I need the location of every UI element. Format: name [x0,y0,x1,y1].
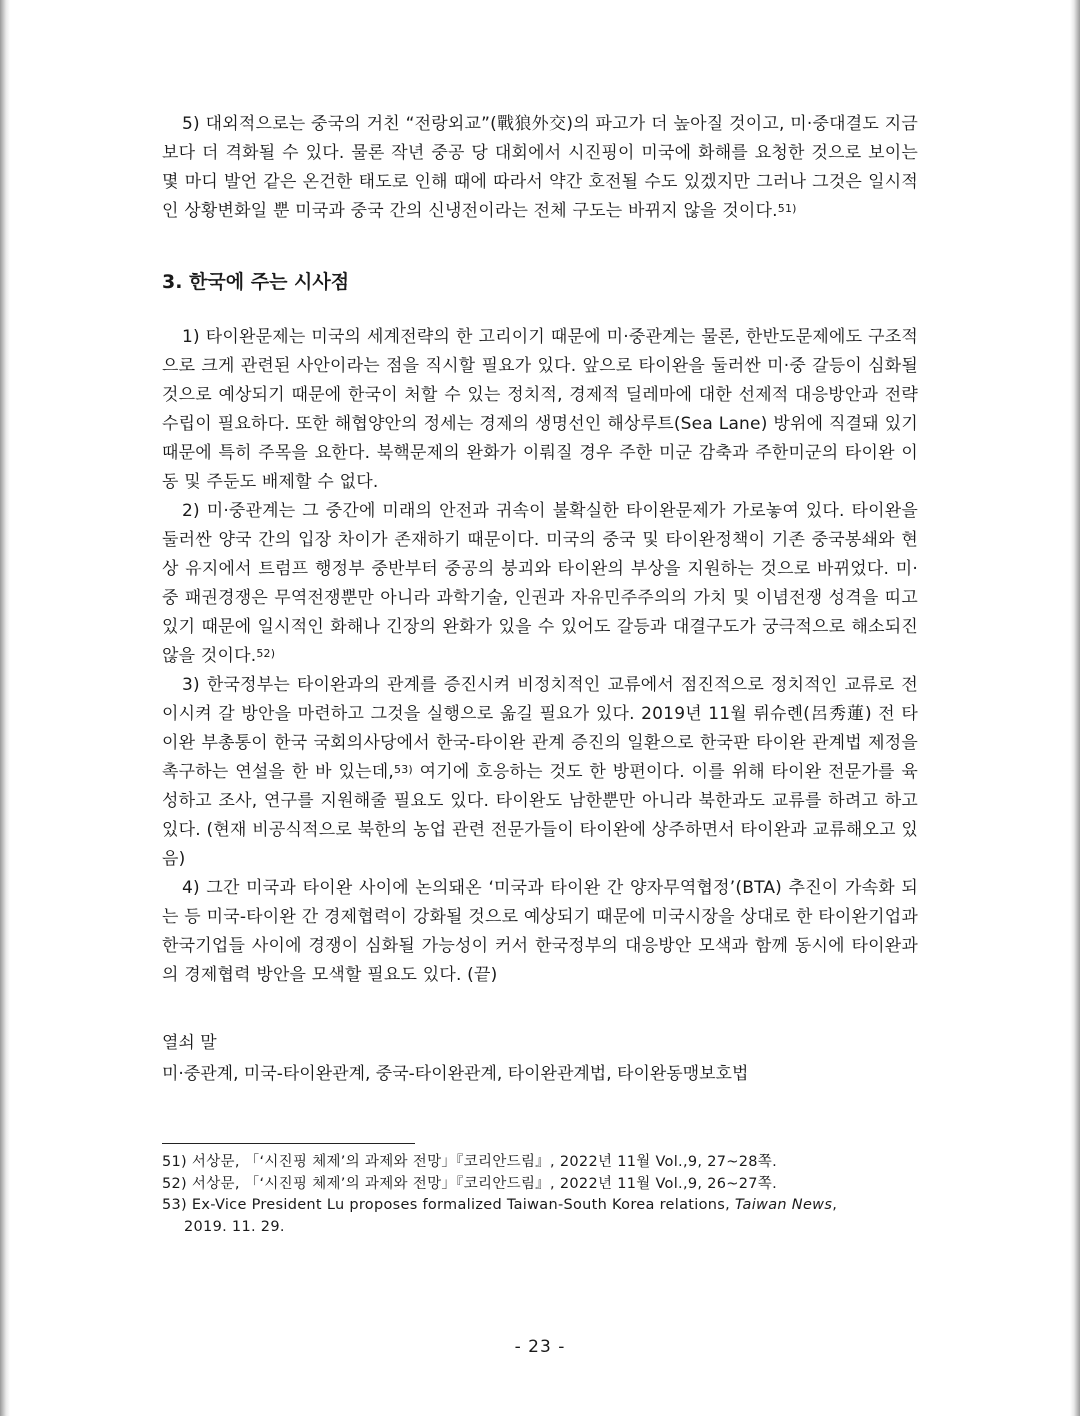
footnote-52: 52) 서상문, 「‘시진핑 체제’의 과제와 전망」『코리안드림』, 2022년 11월 Vol.,9, 26~27쪽. [162,1175,777,1192]
footnote-53 [162,1195,918,1217]
section-paragraph-3-text-after: 여기에 호응하는 것도 한 방편이다. 이를 위해 타이완 전문가를 육성하고 조사, 연구를 지원해줄 필요도 있다. 타이완도 남한뿐만 아니라 북한과도 교류를 하려고 하고 있다. (현재 비공식적으로 북한의 농업 관련 전문가들이 타이완에 상주하면서 타이완과 교류해오고 있음) [162,762,918,869]
footnote-53-date: 2019. 11. 29. [184,1218,285,1235]
section-body [162,323,918,990]
intro-paragraph-text: 5) 대외적으로는 중국의 거친 “전랑외교”(戰狼外交)의 파고가 더 높아질 것이고, 미·중대결도 지금보다 더 격화될 수 있다. 물론 작년 중공 당 대회에서 시진핑이 미국에 화해를 요청한 것으로 보이는 몇 마디 발언 같은 온건한 태도로 인해 때에 따라서 약간 호전될 수도 있겠지만 그러나 그것은 일시적인 상황변화일 뿐 미국과 중국 간의 신냉전이라는 전체 구도는 바뀌지 않을 것이다. [162,114,918,221]
footnote-ref-52[interactable]: 52) [256,647,276,660]
section-paragraph-4: 4) 그간 미국과 타이완 사이에 논의돼온 ‘미국과 타이완 간 양자무역협정’(BTA) 추진이 가속화 되는 등 미국-타이완 간 경제협력이 강화될 것으로 예상되기 때문에 미국시장을 상대로 한 타이완기업과 한국기업들 사이에 경쟁이 심화될 가능성이 커서 한국정부의 대응방안 모색과 함께 동시에 타이완과의 경제협력 방안을 모색할 필요도 있다. (끝) [162,878,918,985]
footnote-53-text: 53) Ex-Vice President Lu proposes formalized Taiwan-South Korea relations, [162,1197,735,1213]
footnotes [162,1152,918,1238]
footnote-divider [162,1143,415,1144]
page-edge-left [0,0,10,1416]
footnote-53-source: Taiwan News [734,1197,833,1213]
section-paragraph-1: 1) 타이완문제는 미국의 세계전략의 한 고리이기 때문에 미·중관계는 물론, 한반도문제에도 구조적으로 크게 관련된 사안이라는 점을 직시할 필요가 있다. 앞으로 타이완을 둘러싼 미·중 갈등이 심화될 것으로 예상되기 때문에 한국이 처할 수 있는 정치적, 경제적 딜레마에 대한 선제적 대응방안과 전략수립이 필요하다. 또한 해협양안의 정세는 경제의 생명선인 해상루트(Sea Lane) 방위에 직결돼 있기 때문에 특히 주목을 요한다. 북핵문제의 완화가 이뤄질 경우 주한 미군 감축과 주한미군의 타이완 이동 및 주둔도 배제할 수 없다. [162,327,918,492]
intro-paragraph [162,110,918,226]
footnote-ref-51[interactable]: 51) [777,202,797,215]
section-paragraph-3 [162,671,918,874]
keywords-title: 열쇠 말 [162,1033,217,1053]
page-edge-right [1070,0,1080,1416]
section-paragraph-3-text-before: 3) 한국정부는 타이완과의 관계를 증진시켜 비정치적인 교류에서 점진적으로 정치적인 교류로 전이시켜 갈 방안을 마련하고 그것을 실행으로 옮길 필요가 있다. 2019년 11월 뤼슈롄(呂秀蓮) 전 타이완 부총통이 한국 국회의사당에서 한국-타이완 관계 증진의 일환으로 한국판 타이완 관계법 제정을 촉구하는 연설을 한 바 있는데, [162,675,918,782]
section-paragraph-2 [162,497,918,671]
keywords-list: 미·중관계, 미국-타이완관계, 중국-타이완관계, 타이완관계법, 타이완동맹보호법 [162,1064,749,1084]
document-page [162,110,918,1238]
footnote-51: 51) 서상문, 「‘시진핑 체제’의 과제와 전망」『코리안드림』, 2022년 11월 Vol.,9, 27~28쪽. [162,1154,777,1170]
footnote-ref-53[interactable]: 53) [394,763,413,776]
keywords-block [162,1029,918,1089]
footnote-53-comma: , [832,1197,838,1213]
section-title: 3. 한국에 주는 시사점 [162,271,350,293]
section-paragraph-2-text: 2) 미·중관계는 그 중간에 미래의 안전과 귀속이 불확실한 타이완문제가 가로놓여 있다. 타이완을 둘러싼 양국 간의 입장 차이가 존재하기 때문이다. 미국의 중국 및 타이완정책이 기존 중국봉쇄와 현상 유지에서 트럼프 행정부 중반부터 중공의 붕괴와 타이완의 부상을 지원하는 것으로 바뀌었다. 미·중 패권경쟁은 무역전쟁뿐만 아니라 과학기술, 인권과 자유민주주의의 가치 및 이념전쟁 성격을 띠고 있기 때문에 일시적인 화해나 긴장의 완화가 있을 수 있어도 갈등과 대결구도가 궁극적으로 해소되진 않을 것이다. [162,501,918,666]
page-number: - 23 - [514,1337,566,1357]
